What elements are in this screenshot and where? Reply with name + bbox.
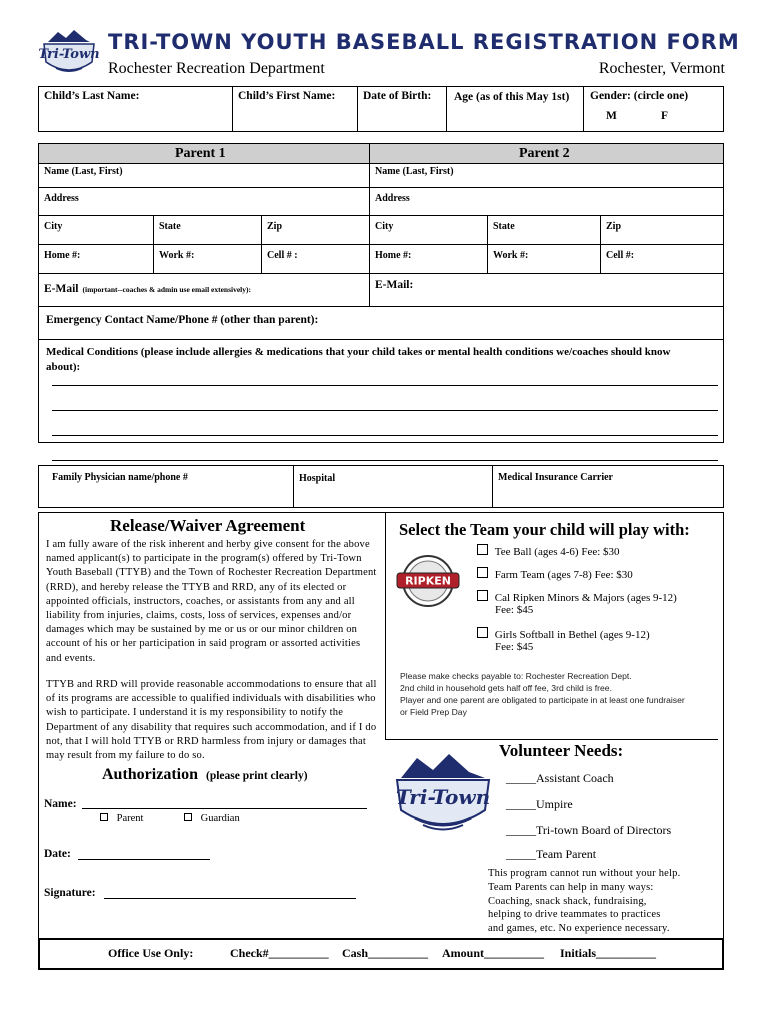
minors-majors-fee: Fee: $45 <box>495 604 534 616</box>
volunteer-team-parent[interactable]: _____Team Parent <box>506 847 597 861</box>
waiver-paragraph-1: I am fully aware of the risk inherent and herby give consent for the above named applicant(s) to participate in the program(s) offered by Tri-Town Youth Baseball (TTYB) and the Town of Rochester Recreation Department (RRD), and hereby release the TTYB and RRD, any of its elected or appointed officials, instructors, coaches, or assistants from any and all liability from injuries, claims, costs, loss of services, expenses and/or damages which may be sustained by me or us or our minor children on account of his or her participation in said program or assorted activities and events. <box>46 539 377 664</box>
gender-m-option[interactable]: M <box>606 110 617 122</box>
guardian-checkbox[interactable] <box>184 813 192 821</box>
ripken-logo <box>393 553 463 609</box>
hospital-field[interactable]: Hospital <box>299 473 336 484</box>
age-field[interactable]: Age (as of this May 1st) <box>454 91 570 103</box>
team-option-farm[interactable] <box>477 567 633 581</box>
farm-checkbox[interactable] <box>477 567 488 578</box>
waiver-paragraph-2: TTYB and RRD will provide reasonable accommodations to ensure that all of its programs are accessible to qualified individuals with disabilities who wish to participate. I understand it is my responsibility to notify the Department of any disability that requires such accommodation, and if I do not, that I will hold TTYB or RRD harmless from injury or damages that may result from my failure to do so. <box>46 679 377 762</box>
email-label: E-Mail <box>44 283 79 295</box>
parent1-address-field[interactable]: Address <box>44 193 79 204</box>
emergency-contact-field[interactable]: Emergency Contact Name/Phone # (other than parent): <box>46 314 319 326</box>
office-amount-field[interactable]: Amount__________ <box>442 946 545 960</box>
location: Rochester, Vermont <box>598 60 725 77</box>
tee-ball-label: Tee Ball (ages 4-6) Fee: $30 <box>494 546 620 558</box>
parent2-name-field[interactable]: Name (Last, First) <box>375 166 454 177</box>
parent2-state-field[interactable]: State <box>493 221 515 232</box>
form-title: TRI-TOWN YOUTH BASEBALL REGISTRATION FORM <box>108 30 740 54</box>
payment-note-1: Please make checks payable to: Rochester Recreation Dept. <box>400 671 632 681</box>
parent-checkbox[interactable] <box>100 813 108 821</box>
gender-label: Gender: (circle one) <box>590 90 689 102</box>
payment-note-2: 2nd child in household gets half off fee, 3rd child is free. <box>400 683 612 693</box>
minors-majors-checkbox[interactable] <box>477 590 488 601</box>
guardian-option-label: Guardian <box>200 813 240 824</box>
physician-field[interactable]: Family Physician name/phone # <box>52 472 188 483</box>
tritown-logo-large <box>393 752 493 837</box>
ripken-logo-text: RIPKEN <box>405 574 451 588</box>
parent2-home-field[interactable]: Home #: <box>375 250 412 261</box>
guardian-option[interactable] <box>184 813 240 824</box>
minors-majors-label: Cal Ripken Minors & Majors (ages 9-12) <box>494 592 677 604</box>
team-option-minors-majors[interactable] <box>477 590 677 604</box>
parent-option-label: Parent <box>116 813 144 824</box>
volunteer-note-line: This program cannot run without your help. <box>488 868 681 879</box>
parent1-heading: Parent 1 <box>175 146 226 161</box>
parent1-work-field[interactable]: Work #: <box>159 250 195 261</box>
gender-f-option[interactable]: F <box>661 110 669 122</box>
dob-field[interactable]: Date of Birth: <box>363 90 432 102</box>
girls-softball-label: Girls Softball in Bethel (ages 9-12) <box>494 629 650 641</box>
volunteer-board[interactable]: _____Tri-town Board of Directors <box>506 823 672 837</box>
parent2-city-field[interactable]: City <box>375 221 394 232</box>
authorization-title: Authorization <box>102 766 198 783</box>
payment-note-3: Player and one parent are obligated to participate in at least one fundraiser <box>400 695 685 705</box>
tritown-logo-text: Tri-Town <box>395 785 491 809</box>
parent1-city-field[interactable]: City <box>44 221 63 232</box>
email-note: (important--coaches & admin use email extensively): <box>82 285 252 294</box>
auth-date-label: Date: <box>44 848 71 860</box>
volunteer-umpire[interactable]: _____Umpire <box>506 797 573 811</box>
payment-note-4: or Field Prep Day <box>400 707 467 717</box>
auth-name-line[interactable] <box>82 808 367 809</box>
parent1-cell-field[interactable]: Cell # : <box>267 250 298 261</box>
parent2-address-field[interactable]: Address <box>375 193 410 204</box>
parent1-zip-field[interactable]: Zip <box>267 221 283 232</box>
tritown-logo-top <box>38 28 100 80</box>
team-option-girls-softball[interactable] <box>477 627 650 641</box>
child-last-name-field[interactable]: Child’s Last Name: <box>44 90 140 102</box>
parent2-heading: Parent 2 <box>519 146 570 161</box>
volunteer-note-line: helping to drive teammates to practices <box>488 909 661 921</box>
girls-softball-checkbox[interactable] <box>477 627 488 638</box>
office-use-label: Office Use Only: <box>108 946 194 960</box>
parent-option[interactable] <box>100 813 143 824</box>
auth-date-line[interactable] <box>78 859 210 860</box>
parent2-zip-field[interactable]: Zip <box>606 221 622 232</box>
office-cash-field[interactable]: Cash__________ <box>342 946 429 960</box>
volunteer-assistant-coach[interactable]: _____Assistant Coach <box>506 771 614 785</box>
volunteer-note-line: Team Parents can help in many ways: <box>488 881 654 893</box>
auth-name-label: Name: <box>44 798 77 810</box>
parent1-state-field[interactable]: State <box>159 221 181 232</box>
svg-text:Tri-Town: Tri-Town <box>38 47 100 62</box>
authorization-heading <box>102 766 308 784</box>
insurance-field[interactable]: Medical Insurance Carrier <box>498 472 613 483</box>
girls-softball-fee: Fee: $45 <box>495 641 534 653</box>
volunteer-note <box>488 867 716 936</box>
parent1-name-field[interactable]: Name (Last, First) <box>44 166 123 177</box>
department: Rochester Recreation Department <box>108 60 325 77</box>
authorization-note: (please print clearly) <box>206 770 308 782</box>
parent1-email-field[interactable] <box>44 279 251 297</box>
farm-label: Farm Team (ages 7-8) Fee: $30 <box>494 569 633 581</box>
parent2-email-field[interactable]: E-Mail: <box>375 279 414 291</box>
volunteer-note-line: and games, etc. No experience necessary. <box>488 923 670 935</box>
parent2-work-field[interactable]: Work #: <box>493 250 529 261</box>
team-select-title: Select the Team your child will play with: <box>399 520 690 539</box>
office-initials-field[interactable]: Initials__________ <box>560 946 657 960</box>
volunteer-note-line: Coaching, snack shack, fundraising, <box>488 895 647 907</box>
medical-conditions-field[interactable]: Medical Conditions (please include allergies & medications that your child takes or mental health conditions we/coaches should know about): <box>46 346 671 373</box>
tee-ball-checkbox[interactable] <box>477 544 488 555</box>
auth-signature-label: Signature: <box>44 887 96 899</box>
child-first-name-field[interactable]: Child’s First Name: <box>238 90 336 102</box>
parent1-home-field[interactable]: Home #: <box>44 250 81 261</box>
team-option-tee-ball[interactable] <box>477 544 620 558</box>
office-check-field[interactable]: Check#__________ <box>230 946 329 960</box>
volunteer-title: Volunteer Needs: <box>499 741 624 760</box>
waiver-title: Release/Waiver Agreement <box>110 516 306 535</box>
auth-signature-line[interactable] <box>104 898 356 899</box>
parent2-cell-field[interactable]: Cell #: <box>606 250 635 261</box>
